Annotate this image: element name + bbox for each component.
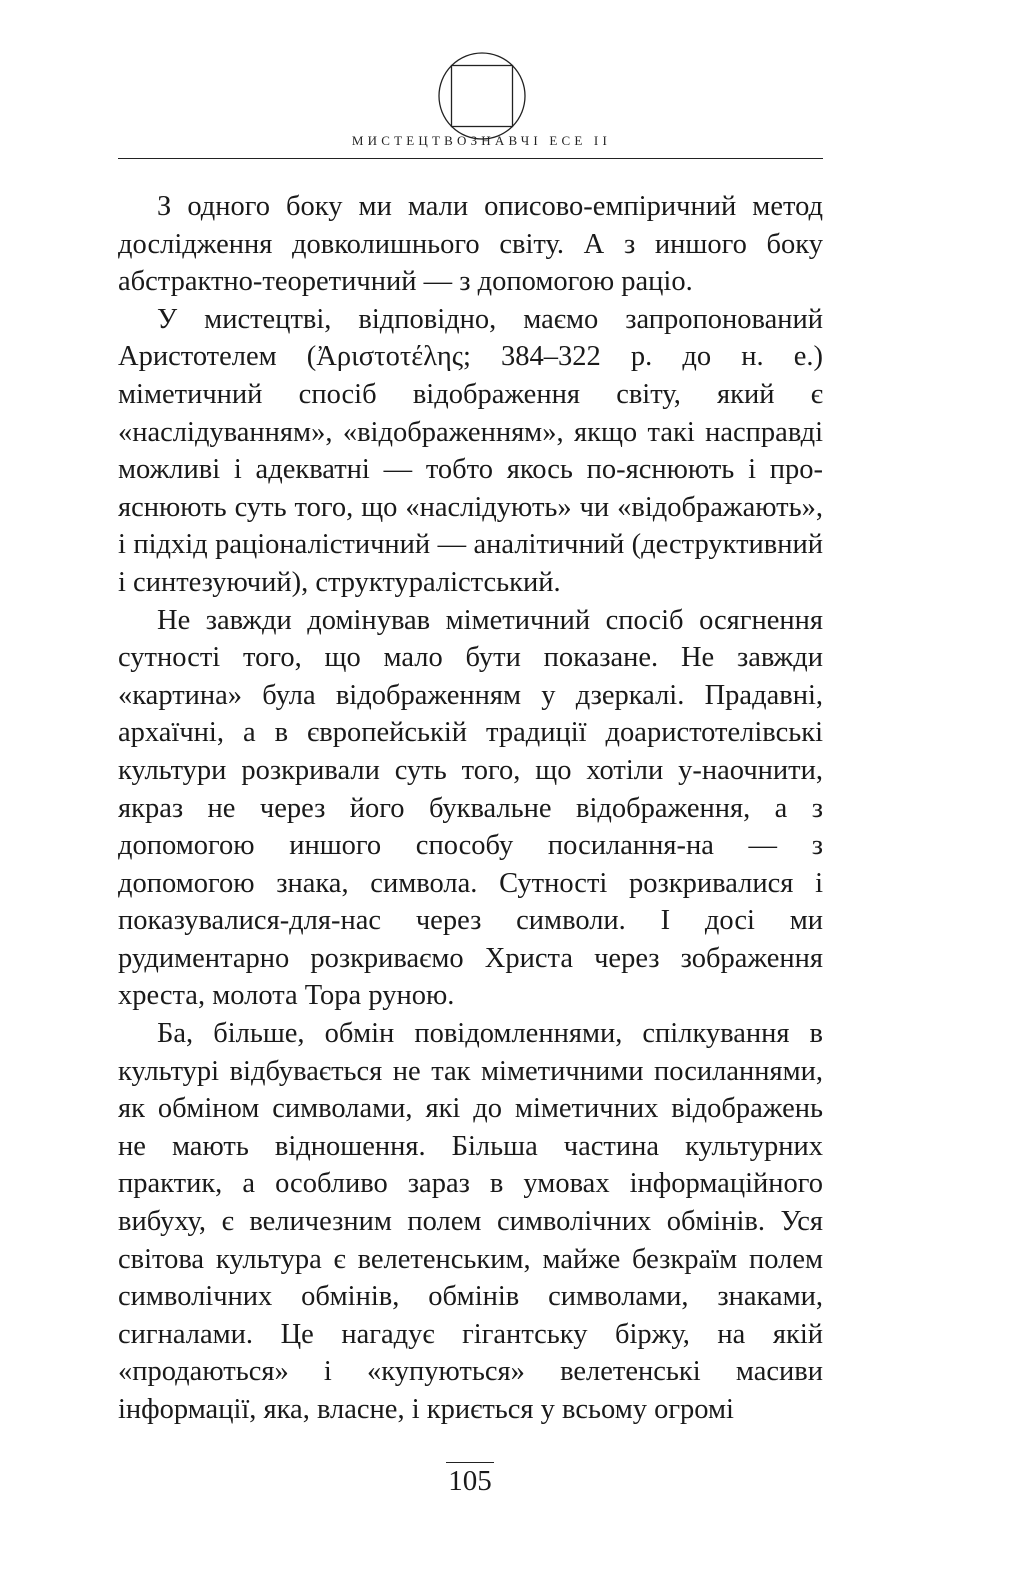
page-number: 105 — [446, 1462, 494, 1497]
paragraph: З одного боку ми мали описово-емпіричний метод дослідження довколишнього світу. А з иншого боку абстрактно-теоретичний — з допомогою раціо. — [118, 191, 823, 298]
body-text — [118, 188, 823, 1429]
paragraph: У мистецтві, відповідно, маємо запропонований Аристотелем (Ἀριστοτέλης; 384–322 р. до н. е.) міметичний спосіб відображення світу, який є «наслідуванням», «відображенням», якщо такі насправді можливі і адекватні — тобто якось по-яснюють і про-яснюють суть того, що «наслідують» чи «відображають», і підхід раціоналістичний — аналітичний (деструктивний і синтезуючий), структуралістський. — [118, 303, 823, 598]
paragraph: Ба, більше, обмін повідомленнями, спілкування в культурі відбувається не так міметичними посиланнями, як обміном символами, які до міметичних відображень не мають відношення. Більша частина культурних практик, а особливо зараз в умовах інформаційного вибуху, є величезним полем символічних обмінів. Уся світова культура є велетенським, майже безкраїм полем символічних обмінів, обмінів символами, знаками, сигналами. Це нагадує гігантську біржу, на якій «продаються» і «купуються» велетенські масиви інформації, яка, власне, і криється у всьому огромі — [118, 1018, 823, 1425]
paragraph: Не завжди домінував міметичний спосіб осягнення сутності того, що мало бути показане. Не завжди «картина» була відображенням у дзеркалі. Прадавні, архаїчні, а в європейській традиції доаристотелівські культури розкривали суть того, що хотіли у-наочнити, якраз не через його буквальне відображення, а з допомогою иншого способу посилання-на — з допомогою знака, символа. Сутності розкривалися і показувалися-для-нас через символи. І досі ми рудиментарно розкриваємо Христа через зображення хреста, молота Тора руною. — [118, 604, 823, 1012]
header-rule — [118, 158, 823, 159]
circle-square-emblem-icon — [436, 50, 528, 142]
running-head: МИСТЕЦТВОЗНАВЧІ ЕСЕ II — [351, 133, 611, 148]
